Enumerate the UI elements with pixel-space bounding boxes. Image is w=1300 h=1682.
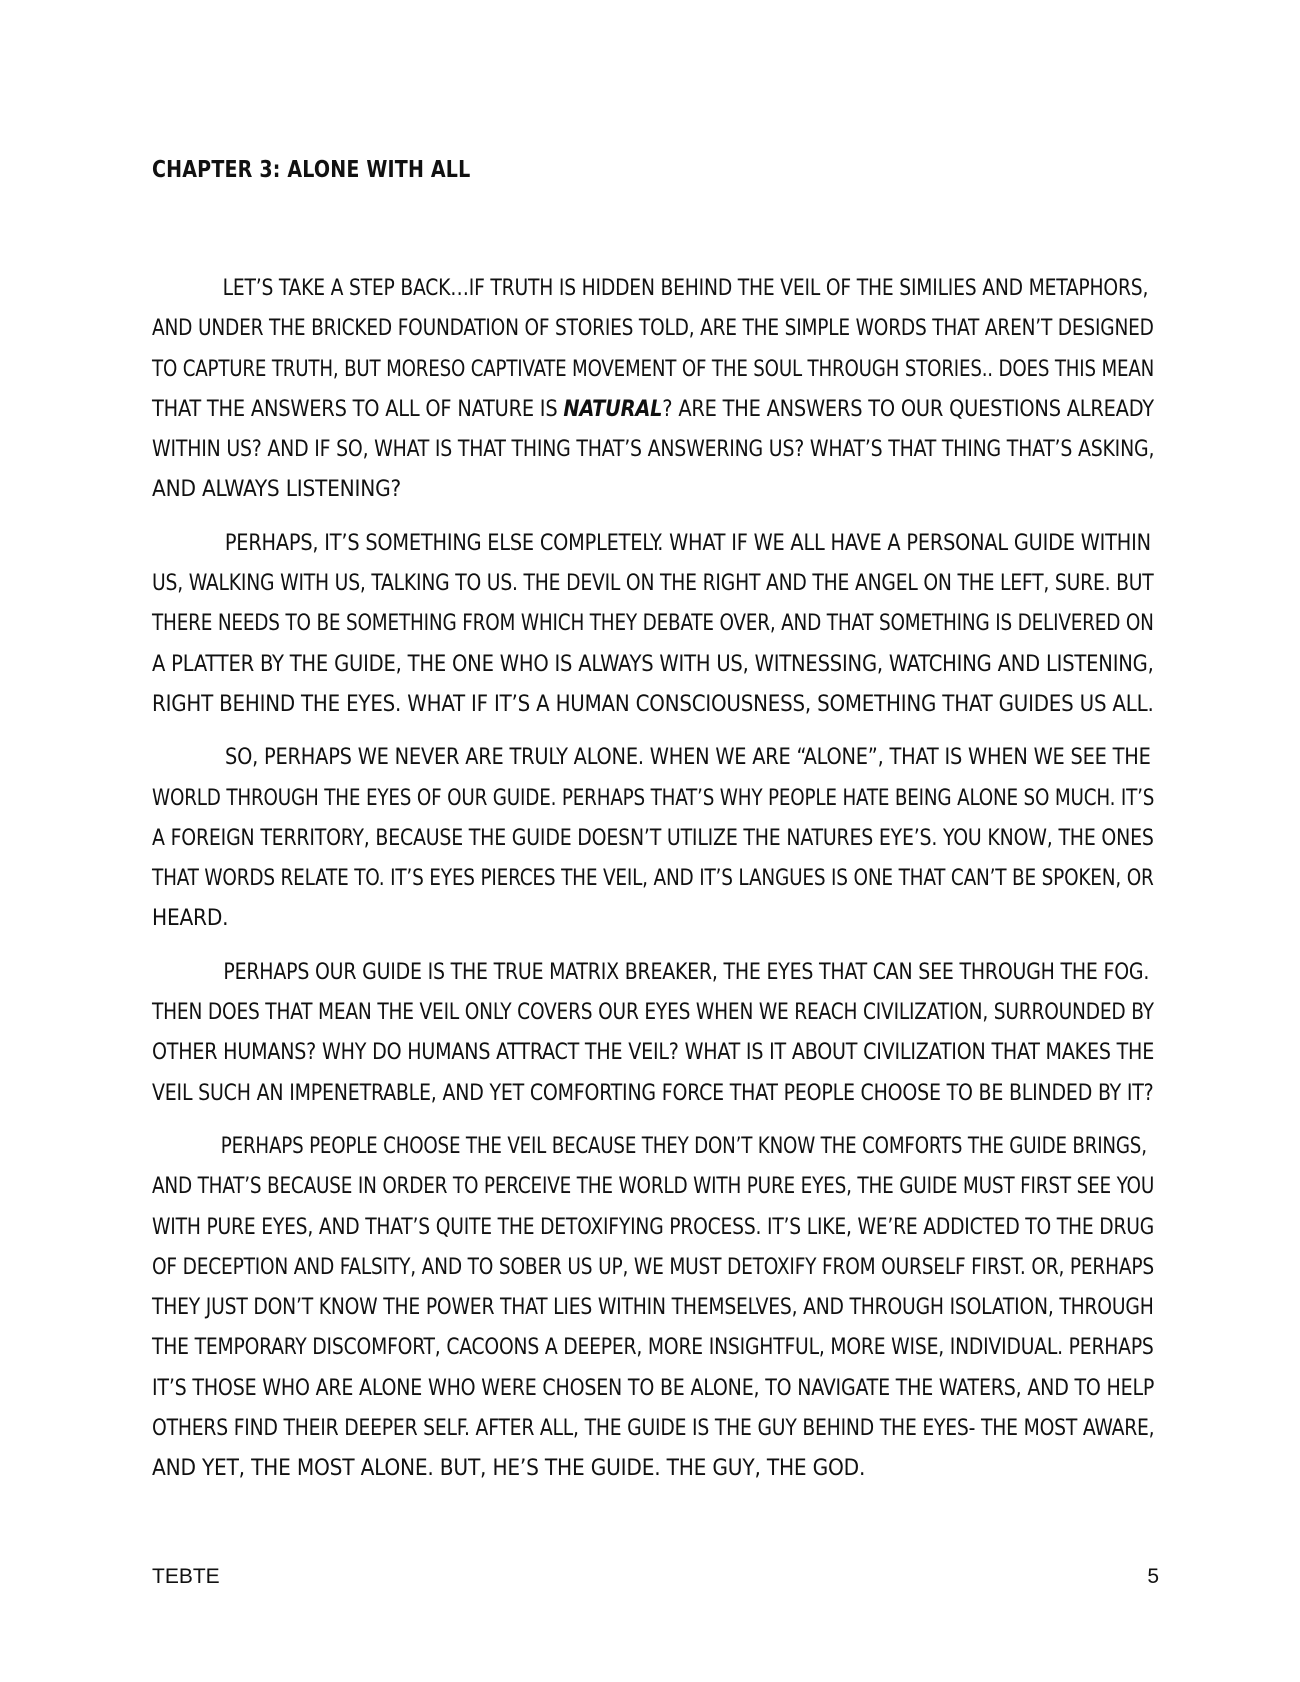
text-line (152, 858, 1154, 898)
text-segment: ? ARE THE ANSWERS TO OUR QUESTIONS ALREADY (662, 395, 1154, 422)
chapter-title: CHAPTER 3: ALONE WITH ALL (152, 157, 471, 183)
text-line (152, 684, 1154, 724)
text-segment: OTHERS FIND THEIR DEEPER SELF. AFTER ALL, THE GUIDE IS THE GUY BEHIND THE EYES- THE MOST AWARE, (152, 1415, 1155, 1442)
text-segment: IT’S THOSE WHO ARE ALONE WHO WERE CHOSEN TO BE ALONE, TO NAVIGATE THE WATERS, AND TO HELP (152, 1374, 1155, 1401)
text-line (152, 644, 1154, 684)
text-line (152, 1126, 1147, 1166)
text-line (152, 1073, 1154, 1113)
text-segment: WITH PURE EYES, AND THAT’S QUITE THE DETOXIFYING PROCESS. IT’S LIKE, WE’RE ADDICTED TO THE DRUG (152, 1213, 1155, 1240)
text-line (152, 818, 1154, 858)
text-line (152, 603, 1154, 643)
text-line (152, 898, 1154, 938)
text-segment: THEY JUST DON’T KNOW THE POWER THAT LIES WITHIN THEMSELVES, AND THROUGH ISOLATION, THROUGH (152, 1294, 1154, 1321)
document-page (152, 0, 1159, 1682)
text-segment: AND UNDER THE BRICKED FOUNDATION OF STORIES TOLD, ARE THE SIMPLE WORDS THAT AREN’T DESIGNED (152, 315, 1154, 342)
text-segment: PERHAPS, IT’S SOMETHING ELSE COMPLETELY. WHAT IF WE ALL HAVE A PERSONAL GUIDE WITHIN (224, 529, 1151, 556)
emphasized-word: NATURAL (563, 395, 663, 422)
text-segment: PERHAPS OUR GUIDE IS THE TRUE MATRIX BREAKER, THE EYES THAT CAN SEE THROUGH THE FOG. (223, 958, 1150, 985)
footer-title: TEBTE (152, 1565, 220, 1588)
text-segment: AND ALWAYS LISTENING? (152, 476, 402, 503)
text-line (152, 523, 1151, 563)
text-line (152, 1247, 1155, 1287)
text-segment: WORLD THROUGH THE EYES OF OUR GUIDE. PERHAPS THAT’S WHY PEOPLE HATE BEING ALONE SO MUCH. IT’S (152, 784, 1155, 811)
text-segment: OF DECEPTION AND FALSITY, AND TO SOBER US UP, WE MUST DETOXIFY FROM OURSELF FIRST. OR, PERHAPS (152, 1253, 1155, 1280)
text-line (152, 349, 1155, 389)
text-segment: THE TEMPORARY DISCOMFORT, CACOONS A DEEPER, MORE INSIGHTFUL, MORE WISE, INDIVIDUAL. PERHAPS (152, 1334, 1154, 1361)
text-segment: WITHIN US? AND IF SO, WHAT IS THAT THING THAT’S ANSWERING US? WHAT’S THAT THING THAT’S ASKING, (152, 436, 1155, 463)
text-segment: HEARD. (152, 905, 229, 932)
body-paragraph (152, 1126, 1154, 1489)
text-segment: US, WALKING WITH US, TALKING TO US. THE DEVIL ON THE RIGHT AND THE ANGEL ON THE LEFT, SURE. BUT (152, 570, 1154, 597)
text-line (152, 429, 1155, 469)
page-number: 5 (1147, 1565, 1159, 1588)
text-line (152, 563, 1154, 603)
text-segment: THERE NEEDS TO BE SOMETHING FROM WHICH THEY DEBATE OVER, AND THAT SOMETHING IS DELIVERED ON (152, 610, 1154, 637)
text-line (152, 1408, 1155, 1448)
text-line (152, 1368, 1155, 1408)
text-line (152, 952, 1150, 992)
text-segment: AND YET, THE MOST ALONE. BUT, HE’S THE GUIDE. THE GUY, THE GOD. (152, 1455, 866, 1482)
chapter-body (152, 268, 1154, 1502)
text-line (152, 1166, 1155, 1206)
body-paragraph (152, 268, 1154, 510)
body-paragraph (152, 523, 1154, 724)
text-line (152, 1327, 1154, 1367)
text-line (152, 268, 1149, 308)
body-paragraph (152, 737, 1154, 938)
text-line (152, 992, 1154, 1032)
text-segment: OTHER HUMANS? WHY DO HUMANS ATTRACT THE VEIL? WHAT IS IT ABOUT CIVILIZATION THAT MAKES THE (152, 1039, 1155, 1066)
text-line (152, 308, 1154, 348)
text-segment: TO CAPTURE TRUTH, BUT MORESO CAPTIVATE MOVEMENT OF THE SOUL THROUGH STORIES.. DOES THIS MEAN (152, 355, 1155, 382)
text-segment: RIGHT BEHIND THE EYES. WHAT IF IT’S A HUMAN CONSCIOUSNESS, SOMETHING THAT GUIDES US ALL. (152, 690, 1154, 717)
text-line (152, 1207, 1155, 1247)
text-segment: THEN DOES THAT MEAN THE VEIL ONLY COVERS OUR EYES WHEN WE REACH CIVILIZATION, SURROUNDED BY (152, 999, 1154, 1026)
text-line (152, 1287, 1154, 1327)
text-segment: VEIL SUCH AN IMPENETRABLE, AND YET COMFORTING FORCE THAT PEOPLE CHOOSE TO BE BLINDED BY IT? (152, 1079, 1154, 1106)
text-line (152, 389, 1154, 429)
body-paragraph (152, 952, 1154, 1113)
text-segment: SO, PERHAPS WE NEVER ARE TRULY ALONE. WHEN WE ARE “ALONE”, THAT IS WHEN WE SEE THE (225, 744, 1151, 771)
text-segment: A PLATTER BY THE GUIDE, THE ONE WHO IS ALWAYS WITH US, WITNESSING, WATCHING AND LISTENING, (152, 650, 1154, 677)
text-segment: THAT THE ANSWERS TO ALL OF NATURE IS (152, 395, 564, 422)
text-line (152, 778, 1155, 818)
text-segment: A FOREIGN TERRITORY, BECAUSE THE GUIDE DOESN’T UTILIZE THE NATURES EYE’S. YOU KNOW, THE ONES (152, 824, 1154, 851)
text-line (152, 737, 1151, 777)
text-line (152, 469, 1154, 509)
text-segment: THAT WORDS RELATE TO. IT’S EYES PIERCES THE VEIL, AND IT’S LANGUES IS ONE THAT CAN’T BE SPOKEN, OR (152, 865, 1154, 892)
text-line (152, 1032, 1155, 1072)
text-segment: AND THAT’S BECAUSE IN ORDER TO PERCEIVE THE WORLD WITH PURE EYES, THE GUIDE MUST FIRST SEE YOU (152, 1173, 1155, 1200)
text-segment: LET’S TAKE A STEP BACK…IF TRUTH IS HIDDEN BEHIND THE VEIL OF THE SIMILIES AND METAPHORS, (222, 275, 1149, 301)
text-segment: PERHAPS PEOPLE CHOOSE THE VEIL BECAUSE THEY DON’T KNOW THE COMFORTS THE GUIDE BRINGS, (220, 1132, 1147, 1159)
text-line (152, 1448, 1154, 1488)
